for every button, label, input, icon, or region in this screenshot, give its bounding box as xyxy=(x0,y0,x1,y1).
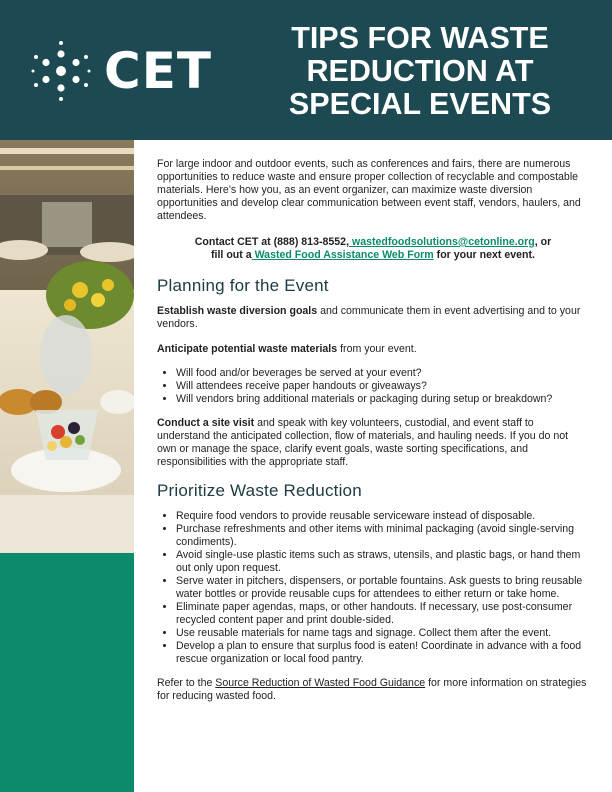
materials-rest: from your event. xyxy=(337,343,417,355)
contact-line-2 xyxy=(157,249,589,262)
goals-bold: Establish waste diversion goals xyxy=(157,305,318,317)
goals-rest: and communicate them in event advertising and to your vendors. xyxy=(157,305,581,330)
refer-lead: Refer to the xyxy=(157,677,216,689)
site-visit-bold: Conduct a site visit xyxy=(157,417,255,429)
intro-paragraph: For large indoor and outdoor events, such as conferences and fairs, there are numerous opportunities to reduce waste and ensure proper collection of recyclable and compostable materials. Here's how you, as an event organizer, can maximize waste diversion opportunities and develop clear communication between event staff, vendors, haulers, and attendees. xyxy=(157,158,581,222)
sidebar xyxy=(0,140,134,792)
title-line-3: SPECIAL EVENTS xyxy=(288,87,552,121)
list-item: • Avoid single-use plastic items such as straws, utensils, and plastic bags, or hand them out only upon request. xyxy=(176,549,589,575)
contact-phone-text: Contact CET at (888) 813-8552, xyxy=(194,236,350,248)
refer-tail: for more information on strategies for reducing wasted food. xyxy=(157,677,587,702)
title-line-1: TIPS FOR WASTE xyxy=(291,21,549,55)
list-item: • Require food vendors to provide reusable serviceware instead of disposable. xyxy=(176,510,589,523)
materials-bold: Anticipate potential waste materials xyxy=(157,343,338,355)
planning-paragraph-site-visit xyxy=(157,417,589,469)
contact-fill-text: fill out a xyxy=(211,249,252,261)
list-item: • Serve water in pitchers, dispensers, or portable fountains. Ask guests to bring reusable water bottles or provide reusable cups for attendees to either return or take home. xyxy=(176,575,589,601)
banquet-photo xyxy=(0,140,134,553)
cet-starburst-icon xyxy=(30,40,92,102)
prioritize-bullet-list xyxy=(176,510,589,666)
planning-paragraph-materials xyxy=(157,343,589,356)
contact-line-1 xyxy=(157,236,589,249)
logo-wordmark: CET xyxy=(104,42,212,100)
sidebar-green-block xyxy=(0,553,134,792)
section-heading-prioritize: Prioritize Waste Reduction xyxy=(157,481,362,500)
main-content xyxy=(157,158,589,715)
banquet-table-image xyxy=(0,140,134,553)
planning-bullet-list xyxy=(176,367,589,406)
planning-paragraph-goals xyxy=(157,305,589,331)
list-item: • Will attendees receive paper handouts or giveaways? xyxy=(176,380,589,393)
contact-or-text: , or xyxy=(534,236,552,248)
title-line-2: REDUCTION AT xyxy=(306,54,534,88)
site-visit-rest: and speak with key volunteers, custodial, and event staff to understand the anticipated collection, flow of materials, and hauling needs. If you do not own or manage the space, clarify event goals, waste sorting specifications, and responsibilities with the appropriate staff. xyxy=(157,417,569,468)
guidance-link[interactable]: Source Reduction of Wasted Food Guidance xyxy=(215,677,426,689)
section-heading-planning: Planning for the Event xyxy=(157,276,329,295)
page-title xyxy=(250,22,590,121)
contact-block xyxy=(157,236,589,262)
web-form-link[interactable]: Wasted Food Assistance Web Form xyxy=(251,249,434,261)
list-item: • Use reusable materials for name tags and signage. Collect them after the event. xyxy=(176,627,589,640)
list-item: • Develop a plan to ensure that surplus food is eaten! Coordinate in advance with a food rescue organization or local food pantry. xyxy=(176,640,589,666)
list-item: • Eliminate paper agendas, maps, or other handouts. If necessary, use post-consumer recycled content paper and print double-sided. xyxy=(176,601,589,627)
list-item: • Purchase refreshments and other items with minimal packaging (avoid single-serving condiments). xyxy=(176,523,589,549)
contact-tail-text: for your next event. xyxy=(433,249,535,261)
list-item: • Will food and/or beverages be served at your event? xyxy=(176,367,589,380)
cet-logo xyxy=(30,36,220,106)
list-item: • Will vendors bring additional materials or packaging during setup or breakdown? xyxy=(176,393,589,406)
refer-paragraph xyxy=(157,677,589,703)
header-banner xyxy=(0,0,612,140)
email-link[interactable]: wastedfoodsolutions@cetonline.org xyxy=(349,236,535,248)
